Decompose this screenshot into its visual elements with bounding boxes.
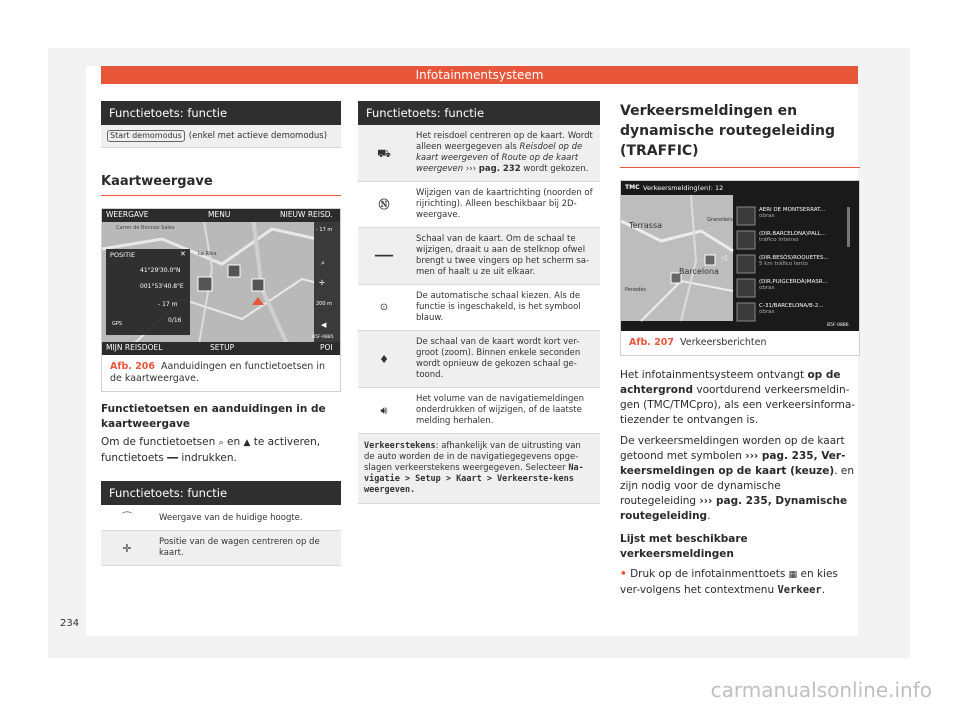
demo-mode-key: Start demomodus <box>107 130 185 142</box>
list-item-title: (DIR.PUIGCERDÀ)MASR... <box>759 279 828 285</box>
paragraph <box>620 368 860 428</box>
text: te activeren, functietoets <box>101 436 321 464</box>
nav-map-screenshot <box>102 209 340 355</box>
table-cell: De schaal van de kaart wordt kort ver-groot (zoom). Binnen enkele seconden wordt opnieuw de gekozen schaal ge-toond. <box>416 337 581 380</box>
table-row <box>358 434 600 504</box>
list-item-sub: obras <box>759 309 775 315</box>
chevron-left-icon[interactable]: ◁ <box>721 253 728 262</box>
menu-term: Verkeerstekens <box>364 441 436 451</box>
table-cell: Het volume van de navigatiemeldingen onderdrukken of wijzigen, of de laatste melding herhalen. <box>416 394 585 426</box>
cross-reference-link[interactable]: ››› pag. 235, Ver-keersmeldingen op de kaart (keuze) <box>620 450 846 477</box>
list-item-title: AERI DE MONTSERRAT... <box>759 207 826 213</box>
text: voortdurend verkeersmeldin-gen (TMC/TMCpro), als een verkeersinforma-tiezender te ontvangen is. <box>620 384 856 426</box>
figure-207 <box>620 180 860 356</box>
tmc-label: TMC <box>625 184 640 191</box>
table-cell: Wijzigen van de kaartrichting (noorden of rijrichting). Alleen beschikbaar bij 2D-weergave. <box>416 188 593 220</box>
page-ref: pag. 232 <box>478 164 521 174</box>
zoom-icon[interactable]: ⌕ <box>321 259 325 267</box>
paragraph <box>101 435 341 467</box>
list-item[interactable] <box>759 279 845 291</box>
figure-code: B5F-0886 <box>827 323 849 328</box>
figure-number: Afb. 207 <box>629 337 675 348</box>
paragraph <box>620 434 860 524</box>
text: : afhankelijk van de uitrusting van de auto worden de in de navigatiegegevens opge-slagen verkeerstekens weergegeven. Selecteer <box>364 441 581 473</box>
figure-code: B5F-0885 <box>312 335 334 340</box>
list-item-sub: obras <box>759 285 775 291</box>
table-row <box>101 505 341 531</box>
text: wordt gekozen. <box>520 164 589 174</box>
list-item-title: (DIR.BESÒS)ROQUETES... <box>759 255 829 261</box>
text: Druk op de infotainmenttoets <box>630 568 786 580</box>
list-item[interactable] <box>759 255 845 267</box>
list-item-sub: obras <box>759 213 775 219</box>
bullet-item <box>620 567 860 598</box>
altitude-icon: ⌒ <box>121 511 133 524</box>
text: . <box>707 510 711 522</box>
figure-caption-text: Aanduidingen en functietoetsen in de kaartweergave. <box>110 361 325 384</box>
text: Route op de kaart weergeven <box>416 153 579 174</box>
text: en <box>227 436 241 448</box>
table-cell: Schaal van de kaart. Om de schaal te wijzigen, draait u aan de stelknop ofwel brengt u twee vingers op het scherm sa-men of haalt u ze uit elkaar. <box>416 234 590 277</box>
map-place-label: Granollers <box>707 217 733 223</box>
volume-icon[interactable]: ◀ <box>321 321 327 329</box>
column-1 <box>101 101 341 566</box>
list-item-sub: tráfico intenso <box>759 237 799 243</box>
table-row <box>358 182 600 228</box>
watermark: carmanualsonline.info <box>710 678 932 702</box>
text: Om de functietoetsen <box>101 436 216 448</box>
center-vehicle-icon[interactable]: ✛ <box>319 279 325 287</box>
bullet-icon: • <box>620 568 627 580</box>
subheading: Lijst met beschikbare verkeersmeldingen <box>620 533 748 560</box>
map-place-label: La Riba <box>198 251 217 257</box>
text: Reisdoel op de kaart weergeven <box>416 142 583 163</box>
text: De verkeersmeldingen worden op de kaart getoond met symbolen <box>620 435 845 462</box>
table-row <box>358 228 600 285</box>
table-cell: (enkel met actieve demomodus) <box>188 130 328 141</box>
close-icon[interactable]: ✕ <box>180 250 186 258</box>
table-row <box>101 125 341 148</box>
map-street-label: Carrer de Bonnes Sales <box>116 225 175 231</box>
menu-path: Na-vigatie > Setup > Kaart > Verkeerste-kens weergeven. <box>364 463 584 495</box>
latitude-value: 41°29'30.0"N <box>140 267 181 274</box>
text: Het infotainmentsysteem ontvangt <box>620 369 808 381</box>
map-button-nieuw-reisdoel[interactable]: NIEUW REISD. <box>280 210 333 219</box>
cross-reference-link[interactable]: ››› pag. 235, Dynamische routegeleiding <box>620 495 848 522</box>
map-place-label: Penedès <box>625 287 647 293</box>
figure-number: Afb. 206 <box>110 361 156 372</box>
table-head: Functietoets: functie <box>101 481 341 505</box>
position-panel-title: POSITIE <box>110 251 136 259</box>
text: en kies ver-volgens het contextmenu <box>620 568 838 596</box>
map-button-menu[interactable]: MENU <box>208 210 231 219</box>
figure-caption <box>621 331 859 355</box>
map-scale-icon: ━━━ <box>374 250 394 262</box>
table-row <box>358 388 600 434</box>
table-row <box>358 331 600 388</box>
zoom-icon: ⌕ <box>218 438 224 448</box>
menu-term: Verkeer <box>777 584 822 596</box>
figure-caption <box>102 355 340 391</box>
section-title: Kaartweergave <box>101 174 341 196</box>
altitude-value: - 17 m <box>158 301 178 308</box>
chapter-header: Infotainmentsysteem <box>101 66 858 84</box>
gps-label: GPS <box>112 321 123 327</box>
figure-caption-text: Verkeersberichten <box>680 337 767 348</box>
table-cell <box>358 434 600 503</box>
map-button-poi[interactable]: POI <box>320 343 333 352</box>
map-button-mijn-reisdoel[interactable]: MIJN REISDOEL <box>106 343 163 352</box>
text: ››› <box>463 164 479 174</box>
text: . en zijn nodig voor de dynamische routegeleiding <box>620 465 855 507</box>
table-cell: Positie van de wagen centreren op de kaart. <box>159 537 320 558</box>
table-head: Functietoets: functie <box>358 101 600 125</box>
table-row <box>358 125 600 182</box>
zoom-icon: ♦ <box>379 352 389 366</box>
table-row <box>101 531 341 566</box>
figure-206 <box>101 208 341 392</box>
map-button-weergave[interactable]: WEERGAVE <box>106 210 149 219</box>
text: . <box>821 584 826 596</box>
map-place-label: Terrassa <box>629 221 663 230</box>
volume-icon: 🔊︎ <box>380 404 388 417</box>
table-cell <box>410 125 600 181</box>
column-2 <box>358 101 600 504</box>
auto-scale-icon: ⊙ <box>379 302 389 313</box>
center-vehicle-icon: ✛ <box>122 541 132 555</box>
page-number: 234 <box>60 618 80 629</box>
scale-icon: ━━ <box>167 454 179 464</box>
longitude-value: 001°53'40.8"E <box>140 283 184 290</box>
subheading: Functietoetsen en aanduidingen in de kaartweergave <box>101 403 326 430</box>
list-item-title: C-31/BARCELONA/B-2... <box>759 303 824 309</box>
table-cell: Weergave van de huidige hoogte. <box>159 513 303 523</box>
volume-icon: ▲ <box>243 438 251 448</box>
map-place-label: Barcelona <box>679 267 719 276</box>
traffic-screenshot <box>621 181 859 331</box>
text: of <box>488 153 502 163</box>
section-title: Verkeersmeldingen en dynamische routegeleiding (TRAFFIC) <box>620 101 860 168</box>
text: op de achtergrond <box>620 369 841 396</box>
column-3 <box>620 101 860 598</box>
scale-readout: 200 m <box>316 301 333 307</box>
list-item-title: (DIR.BARCELONA)PALL... <box>759 231 827 237</box>
table-row <box>358 285 600 331</box>
list-item[interactable] <box>759 207 845 219</box>
altitude-readout: - 17 m <box>316 227 333 233</box>
table-head: Functietoets: functie <box>101 101 341 125</box>
list-item-sub: 5 km tráfico lento <box>759 261 808 267</box>
text: indrukken. <box>181 452 237 464</box>
list-item[interactable] <box>759 303 845 315</box>
gps-value: 0/16 <box>168 317 182 324</box>
list-item[interactable] <box>759 231 845 243</box>
destination-center-icon: ⛟ <box>377 146 391 160</box>
traffic-header: Verkeersmelding(en): 12 <box>643 184 724 192</box>
map-button-setup[interactable]: SETUP <box>210 343 235 352</box>
text: Het reisdoel centreren op de kaart. Wordt alleen weergegeven als <box>416 131 593 152</box>
compass-north-icon: Ⓝ <box>378 198 390 211</box>
infotainment-key-icon: ▦ <box>788 570 798 580</box>
table-cell: De automatische schaal kiezen. Als de functie is ingeschakeld, is het symbool blauw. <box>416 291 581 323</box>
